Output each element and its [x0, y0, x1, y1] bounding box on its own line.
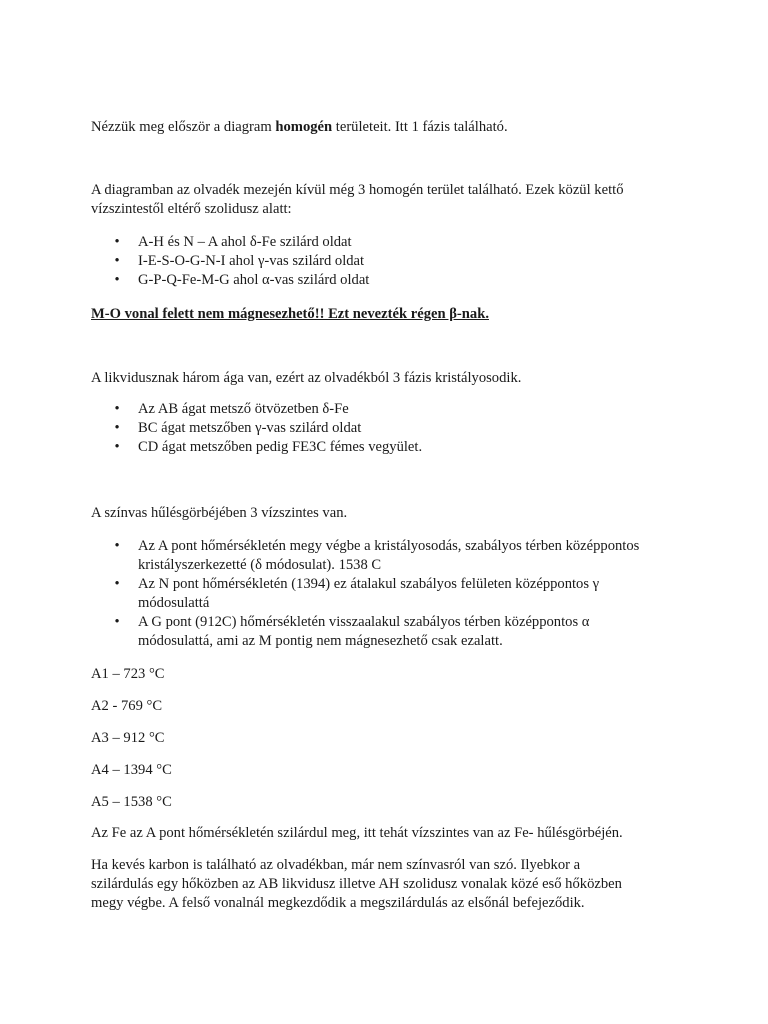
intro-text-end: területeit. Itt 1 fázis található. — [332, 119, 508, 135]
list-item: • Az AB ágat metsző ötvözetben δ-Fe — [111, 400, 681, 419]
list-item: • A G pont (912C) hőmérsékletén visszaalakul szabályos térben középpontos α módosulattá, ami az M pontig nem mágnesezhető csak ezalatt. — [111, 613, 681, 651]
homogeneous-areas-paragraph: A diagramban az olvadék mezején kívül még 3 homogén terület található. Ezek közül kettő vízszintestől eltérő szolidusz alatt: — [91, 182, 624, 217]
list-item: • CD ágat metszőben pedig FE3C fémes vegyület. — [111, 438, 681, 457]
liquidus-branches-list — [111, 400, 681, 457]
magnetic-warning: M-O vonal felett nem mágnesezhető!! Ezt nevezték régen β-nak. — [91, 306, 489, 322]
temperature-a5: A5 – 1538 °C — [91, 794, 172, 810]
list-item: • Az N pont hőmérsékletén (1394) ez átalakul szabályos felületen középpontos γ módosulattá — [111, 575, 681, 613]
intro-text-start: Nézzük meg először a diagram — [91, 119, 276, 135]
bullet-icon: • — [114, 401, 120, 417]
liquidus-paragraph: A likvidusznak három ága van, ezért az olvadékból 3 fázis kristályosodik. — [91, 370, 522, 386]
bullet-icon: • — [114, 272, 120, 288]
intro-bold-word: homogén — [275, 119, 333, 135]
bullet-icon: • — [114, 538, 120, 554]
temperature-a1: A1 – 723 °C — [91, 666, 165, 682]
list-item: • Az A pont hőmérsékletén megy végbe a kristályosodás, szabályos térben középpontos kristályszerkezetté (δ módosulat). 1538 C — [111, 537, 681, 575]
iron-solidification-paragraph: Az Fe az A pont hőmérsékletén szilárdul meg, itt tehát vízszintes van az Fe- hűlésgörbéjén. — [91, 825, 623, 841]
solid-solution-list — [111, 233, 681, 290]
list-item: • BC ágat metszőben γ-vas szilárd oldat — [111, 419, 681, 438]
temperature-a4: A4 – 1394 °C — [91, 762, 172, 778]
temperature-a3: A3 – 912 °C — [91, 730, 165, 746]
cooling-steps-list — [111, 537, 681, 651]
cooling-curve-paragraph: A színvas hűlésgörbéjében 3 vízszintes van. — [91, 505, 348, 521]
list-item: • I-E-S-O-G-N-I ahol γ-vas szilárd oldat — [111, 252, 681, 271]
bullet-icon: • — [114, 439, 120, 455]
carbon-paragraph: Ha kevés karbon is található az olvadékban, már nem színvasról van szó. Ilyebkor a szilárdulás egy hőközben az AB likvidusz illetve AH szolidusz vonalak közé eső hőközben megy végbe. A felső vonalnál megkezdődik a megszilárdulás az elsőnál befejeződik. — [91, 857, 622, 911]
bullet-icon: • — [114, 614, 120, 630]
bullet-icon: • — [114, 576, 120, 592]
bullet-icon: • — [114, 253, 120, 269]
intro-paragraph — [91, 118, 681, 137]
bullet-icon: • — [114, 420, 120, 436]
list-item: • A-H és N – A ahol δ-Fe szilárd oldat — [111, 233, 681, 252]
temperature-a2: A2 - 769 °C — [91, 698, 163, 714]
bullet-icon: • — [114, 234, 120, 250]
list-item: • G-P-Q-Fe-M-G ahol α-vas szilárd oldat — [111, 271, 681, 290]
